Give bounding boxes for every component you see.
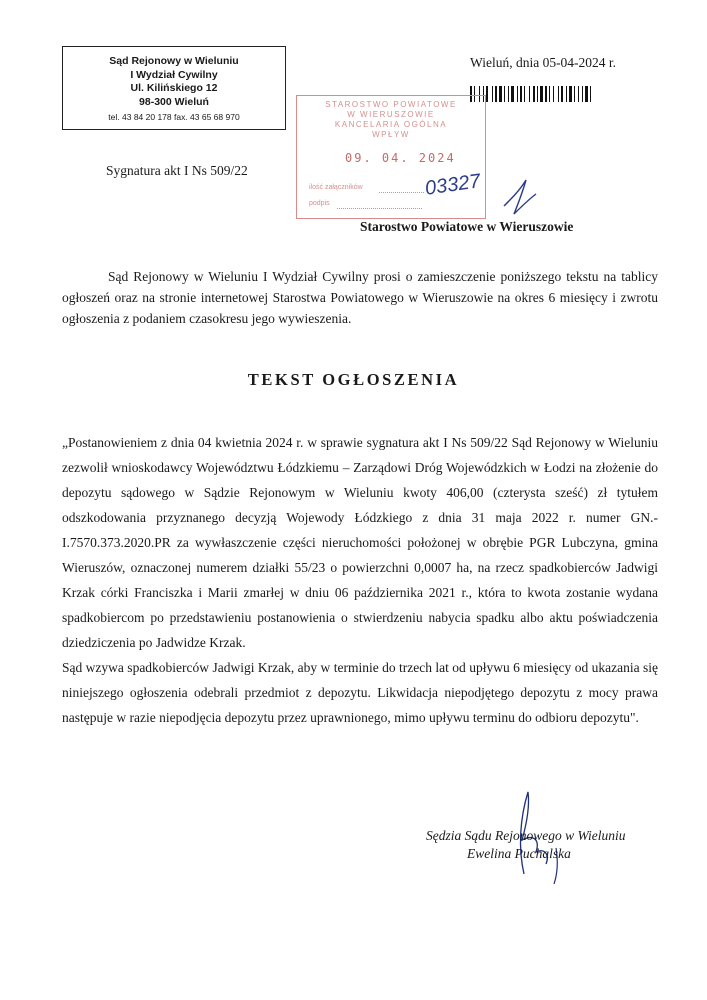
barcode-bar xyxy=(561,86,563,102)
barcode-bar xyxy=(524,86,525,102)
barcode-bar xyxy=(499,86,502,102)
announcement-paragraph-2: Sąd wzywa spadkobierców Jadwigi Krzak, aby w terminie do trzech lat od upływu 6 miesięcy od ukazania się niniejszego ogłoszenia odebrali przedmiot z depozytu. Likwidacja niepodjętego depozytu z mocy prawa następuje w razie niepodjęcia depozytu przez uprawnionego, mimo upływu terminu do odbioru depozytu". xyxy=(62,660,658,725)
barcode-bar xyxy=(537,86,538,102)
barcode-bar xyxy=(545,86,547,102)
court-phone-fax: tel. 43 84 20 178 fax. 43 65 68 970 xyxy=(108,112,240,122)
court-postcode-city: 98-300 Wieluń xyxy=(139,95,209,108)
barcode-bar xyxy=(566,86,567,102)
stamp-office-location: W WIERUSZOWIE xyxy=(347,110,435,119)
barcode-bar xyxy=(520,86,522,102)
barcode-bar xyxy=(533,86,535,102)
handwritten-initials xyxy=(500,170,540,220)
court-department: I Wydział Cywilny xyxy=(130,68,218,81)
recipient-name: Starostwo Powiatowe w Wieruszowie xyxy=(360,219,574,234)
barcode-bar xyxy=(495,86,497,102)
stamp-office-unit: KANCELARIA OGÓLNA xyxy=(334,120,448,129)
judge-title: Sędzia Sądu Rejonowego w Wieluniu xyxy=(426,828,626,843)
barcode-bar xyxy=(511,86,514,102)
barcode-bar xyxy=(590,86,591,102)
announcement-paragraph-1: „Postanowieniem z dnia 04 kwietnia 2024 r. w sprawie sygnatura akt I Ns 509/22 Sąd Rejonowy w Wieluniu zezwolił wnioskodawcy Województwu Łódzkiemu – Zarządowi Dróg Wojewódzkich w Łodzi na złożenie do depozytu sądowego w Sądzie Rejonowym w Wieluniu kwoty 406,00 (czterysta sześć) zł tytułem odszkodowania przyznanego decyzją Wojewody Łódzkiego z dnia 31 maja 2022 r. numer GN.-I.7570.373.2020.PR za wywłaszczenie części nieruchomości położonej w obrębie PGR Lubczyna, gmina Wieruszów, oznaczonej numerem działki 55/23 o powierzchni 0,0007 ha, na rzecz spadkobierców Jadwigi Krzak córki Franciszka i Marii zmarłej w dniu 06 października 2021 r., która to kwota zostanie wydana spadkobiercom po przedstawieniu postanowienia o stwierdzeniu nabycia spadku albo aktu poświadczenia dziedziczenia po Jadwidze Krzak. xyxy=(62,435,658,650)
court-street: Ul. Kilińskiego 12 xyxy=(130,82,218,94)
stamp-office-name: STAROSTWO POWIATOWE xyxy=(325,100,457,109)
barcode-bar xyxy=(549,86,550,102)
court-name: Sąd Rejonowy w Wieluniu xyxy=(109,55,239,67)
barcode-bar xyxy=(517,86,518,102)
stamp-entry-number: 03327 xyxy=(423,170,482,200)
judge-signature-block xyxy=(426,827,625,863)
stamp-attachments-label: ilość załączników xyxy=(309,184,363,191)
receipt-stamp xyxy=(296,95,486,219)
barcode-bar xyxy=(486,86,488,102)
barcode-bar xyxy=(582,86,583,102)
document-date: Wieluń, dnia 05-04-2024 r. xyxy=(470,55,617,70)
stamp-signature-label: podpis xyxy=(309,200,330,207)
announcement-body xyxy=(62,430,658,730)
barcode-bar xyxy=(578,86,579,102)
barcode-bar xyxy=(540,86,543,102)
request-paragraph: Sąd Rejonowy w Wieluniu I Wydział Cywilny prosi o zamieszczenie poniższego tekstu na tablicy ogłoszeń oraz na stronie internetowej Starostwa Powiatowego w Wieruszowie na okres 6 miesięcy i zwrotu ogłoszenia z podaniem czasokresu jego wywieszenia. xyxy=(62,269,658,326)
judge-name: Ewelina Puchalska xyxy=(467,846,571,861)
barcode-bar xyxy=(553,86,554,102)
stamp-received-date: 09. 04. 2024 xyxy=(345,151,456,165)
stamp-received-label: WPŁYW xyxy=(372,130,410,139)
barcode-bar xyxy=(569,86,572,102)
court-address-box xyxy=(62,46,286,130)
announcement-heading: TEKST OGŁOSZENIA xyxy=(247,370,460,389)
barcode-bar xyxy=(492,86,493,102)
barcode-image xyxy=(470,86,654,102)
barcode-bar xyxy=(504,86,505,102)
case-reference: Sygnatura akt I Ns 509/22 xyxy=(106,163,248,178)
stamp-attachments-line xyxy=(379,192,424,193)
barcode-bar xyxy=(508,86,509,102)
barcode-bar xyxy=(529,86,530,102)
barcode-bar xyxy=(558,86,559,102)
barcode-bar xyxy=(585,86,588,102)
stamp-signature-line xyxy=(337,208,422,209)
barcode-bar xyxy=(574,86,575,102)
